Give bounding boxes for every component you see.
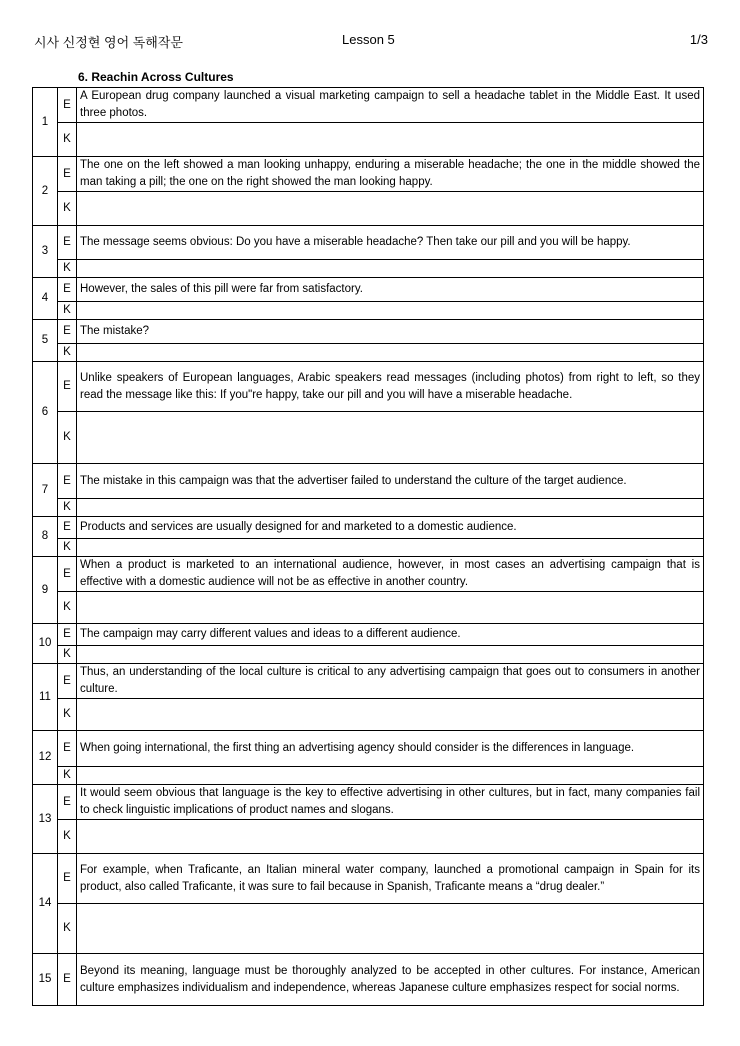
row-number: 14 — [33, 854, 58, 954]
translation-worksheet-table — [32, 87, 704, 1006]
doc-header-title: 시사 신정현 영어 독해작문 — [34, 35, 183, 50]
english-row — [33, 362, 704, 412]
lesson-label: Lesson 5 — [342, 32, 395, 47]
english-sentence: When a product is marketed to an international audience, however, in most cases an advertising campaign that is effective with a domestic audience will not be as effective in another country. — [77, 557, 704, 592]
english-row — [33, 557, 704, 592]
english-sentence: The mistake? — [77, 320, 704, 344]
page-number: 1/3 — [689, 32, 708, 47]
row-number: 8 — [33, 517, 58, 557]
korean-answer-cell[interactable] — [77, 123, 704, 157]
row-number: 4 — [33, 278, 58, 320]
row-number: 3 — [33, 226, 58, 278]
row-number: 10 — [33, 624, 58, 664]
korean-row — [33, 192, 704, 226]
row-number: 1 — [33, 88, 58, 157]
english-row — [33, 88, 704, 123]
row-number: 9 — [33, 557, 58, 624]
korean-row — [33, 344, 704, 362]
korean-answer-cell[interactable] — [77, 412, 704, 464]
korean-row — [33, 302, 704, 320]
korean-answer-cell[interactable] — [77, 344, 704, 362]
korean-answer-cell[interactable] — [77, 767, 704, 785]
korean-label: K — [58, 767, 77, 785]
english-label: E — [58, 854, 77, 904]
english-label: E — [58, 785, 77, 820]
english-row — [33, 624, 704, 646]
english-label: E — [58, 320, 77, 344]
english-sentence: For example, when Traficante, an Italian mineral water company, launched a promotional campaign in Spain for its product, also called Traficante, it was sure to fail because in Spanish, Traficante means a “drug dealer.” — [77, 854, 704, 904]
english-row — [33, 854, 704, 904]
english-label: E — [58, 557, 77, 592]
english-sentence: However, the sales of this pill were far from satisfactory. — [77, 278, 704, 302]
korean-row — [33, 260, 704, 278]
korean-row — [33, 699, 704, 731]
korean-label: K — [58, 192, 77, 226]
row-number: 2 — [33, 157, 58, 226]
english-label: E — [58, 88, 77, 123]
english-label: E — [58, 226, 77, 260]
english-sentence: The mistake in this campaign was that the advertiser failed to understand the culture of the target audience. — [77, 464, 704, 499]
row-number: 12 — [33, 731, 58, 785]
korean-label: K — [58, 646, 77, 664]
english-row — [33, 464, 704, 499]
english-label: E — [58, 362, 77, 412]
english-row — [33, 226, 704, 260]
korean-label: K — [58, 904, 77, 954]
korean-answer-cell[interactable] — [77, 539, 704, 557]
english-label: E — [58, 954, 77, 1006]
english-label: E — [58, 624, 77, 646]
english-label: E — [58, 278, 77, 302]
section-title: 6. Reachin Across Cultures — [78, 70, 234, 84]
korean-row — [33, 592, 704, 624]
english-sentence: Products and services are usually designed for and marketed to a domestic audience. — [77, 517, 704, 539]
korean-answer-cell[interactable] — [77, 904, 704, 954]
english-label: E — [58, 664, 77, 699]
row-number: 7 — [33, 464, 58, 517]
korean-answer-cell[interactable] — [77, 592, 704, 624]
row-number: 11 — [33, 664, 58, 731]
english-row — [33, 731, 704, 767]
korean-label: K — [58, 123, 77, 157]
english-row — [33, 278, 704, 302]
row-number: 5 — [33, 320, 58, 362]
english-row — [33, 157, 704, 192]
korean-label: K — [58, 820, 77, 854]
korean-label: K — [58, 499, 77, 517]
korean-row — [33, 123, 704, 157]
english-sentence: Beyond its meaning, language must be thoroughly analyzed to be accepted in other cultures. For instance, American culture emphasizes individualism and independence, whereas Japanese culture emphasizes respect for social norms. — [77, 954, 704, 1006]
korean-row — [33, 646, 704, 664]
row-number: 6 — [33, 362, 58, 464]
english-sentence: The message seems obvious: Do you have a miserable headache? Then take our pill and you will be happy. — [77, 226, 704, 260]
english-row — [33, 320, 704, 344]
korean-answer-cell[interactable] — [77, 260, 704, 278]
english-label: E — [58, 517, 77, 539]
korean-label: K — [58, 344, 77, 362]
korean-answer-cell[interactable] — [77, 646, 704, 664]
korean-row — [33, 904, 704, 954]
korean-answer-cell[interactable] — [77, 499, 704, 517]
row-number: 13 — [33, 785, 58, 854]
korean-row — [33, 539, 704, 557]
english-row — [33, 954, 704, 1006]
korean-label: K — [58, 412, 77, 464]
english-sentence: Unlike speakers of European languages, Arabic speakers read messages (including photos) from right to left, so they read the message like this: If you"re happy, take our pill and you will have a miserable headache. — [77, 362, 704, 412]
english-sentence: The one on the left showed a man looking unhappy, enduring a miserable headache; the one in the middle showed the man taking a pill; the one on the right showed the man looking happy. — [77, 157, 704, 192]
korean-row — [33, 499, 704, 517]
row-number: 15 — [33, 954, 58, 1006]
korean-row — [33, 820, 704, 854]
korean-label: K — [58, 302, 77, 320]
english-label: E — [58, 464, 77, 499]
korean-answer-cell[interactable] — [77, 192, 704, 226]
korean-label: K — [58, 699, 77, 731]
english-sentence: A European drug company launched a visual marketing campaign to sell a headache tablet in the Middle East. It used three photos. — [77, 88, 704, 123]
korean-label: K — [58, 260, 77, 278]
korean-row — [33, 412, 704, 464]
english-sentence: Thus, an understanding of the local culture is critical to any advertising campaign that goes out to consumers in another culture. — [77, 664, 704, 699]
korean-label: K — [58, 539, 77, 557]
english-label: E — [58, 157, 77, 192]
korean-label: K — [58, 592, 77, 624]
english-sentence: It would seem obvious that language is the key to effective advertising in other cultures, but in fact, many companies fail to check linguistic implications of product names and slogans. — [77, 785, 704, 820]
korean-row — [33, 767, 704, 785]
english-label: E — [58, 731, 77, 767]
english-row — [33, 664, 704, 699]
korean-answer-cell[interactable] — [77, 820, 704, 854]
korean-answer-cell[interactable] — [77, 302, 704, 320]
english-row — [33, 785, 704, 820]
korean-answer-cell[interactable] — [77, 699, 704, 731]
english-sentence: The campaign may carry different values and ideas to a different audience. — [77, 624, 704, 646]
english-row — [33, 517, 704, 539]
english-sentence: When going international, the first thing an advertising agency should consider is the differences in language. — [77, 731, 704, 767]
